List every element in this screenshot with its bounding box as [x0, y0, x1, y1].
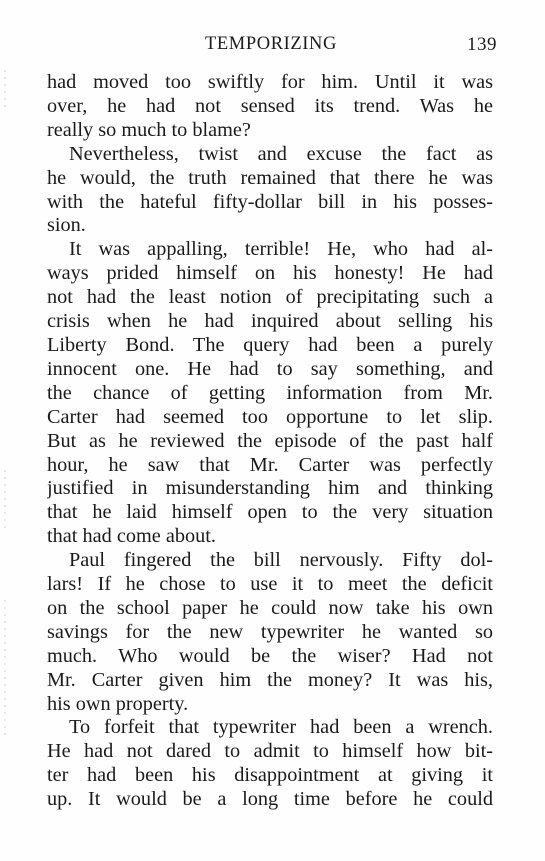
text-line: He had not dared to admit to himself how bit- — [47, 740, 493, 763]
text-line: over, he had not sensed its trend. Was he — [47, 94, 493, 117]
text-line: not had the least notion of precipitating such a — [47, 286, 493, 309]
text-line: Mr. Carter given him the money? It was his, — [47, 668, 493, 691]
text-line: lars! If he chose to use it to meet the deficit — [47, 573, 493, 596]
text-line: that had come about. — [47, 525, 216, 548]
text-line: on the school paper he could now take his own — [47, 596, 493, 619]
text-line: really so much to blame? — [47, 118, 251, 141]
paragraph — [47, 71, 493, 143]
text-line: ways prided himself on his honesty! He had — [47, 262, 493, 285]
text-line: the chance of getting information from Mr. — [47, 381, 493, 404]
text-line: Carter had seemed too opportune to let slip. — [47, 405, 493, 428]
running-head: TEMPORIZING — [205, 34, 337, 54]
paragraph — [47, 238, 493, 549]
paragraph — [47, 716, 493, 812]
scan-margin-speck — [4, 600, 6, 740]
text-line: Liberty Bond. The query had been a purely — [47, 333, 493, 356]
scan-margin-speck — [4, 470, 6, 530]
text-line: crisis when he had inquired about selling his — [47, 310, 493, 333]
text-line: much. Who would be the wiser? Had not — [47, 644, 493, 667]
paragraph — [47, 549, 493, 716]
text-line: Nevertheless, twist and excuse the fact as — [69, 142, 493, 165]
text-line: with the hateful fifty-dollar bill in his posses- — [47, 190, 493, 213]
page-header — [45, 34, 497, 60]
text-line: Paul fingered the bill nervously. Fifty dol- — [69, 549, 493, 572]
scan-margin-speck — [4, 70, 6, 110]
text-line: hour, he saw that Mr. Carter was perfectly — [47, 453, 493, 476]
text-line: savings for the new typewriter he wanted so — [47, 620, 493, 643]
text-line: But as he reviewed the episode of the past half — [47, 429, 493, 452]
text-line: he would, the truth remained that there he was — [47, 166, 493, 189]
text-line: To forfeit that typewriter had been a wrench. — [69, 716, 493, 739]
text-line: had moved too swiftly for him. Until it was — [47, 71, 493, 93]
text-line: his own property. — [47, 692, 189, 715]
text-line: It was appalling, terrible! He, who had al- — [69, 238, 493, 261]
text-line: that he laid himself open to the very situation — [47, 501, 493, 524]
text-line: innocent one. He had to say something, and — [47, 357, 493, 380]
paragraph — [47, 143, 493, 239]
text-line: justified in misunderstanding him and thinking — [47, 477, 493, 500]
page-number: 139 — [467, 34, 497, 55]
body-text — [47, 71, 493, 812]
text-line: ter had been his disappointment at giving it — [47, 764, 493, 787]
text-line: up. It would be a long time before he could — [47, 788, 493, 811]
text-line: sion. — [47, 214, 86, 237]
